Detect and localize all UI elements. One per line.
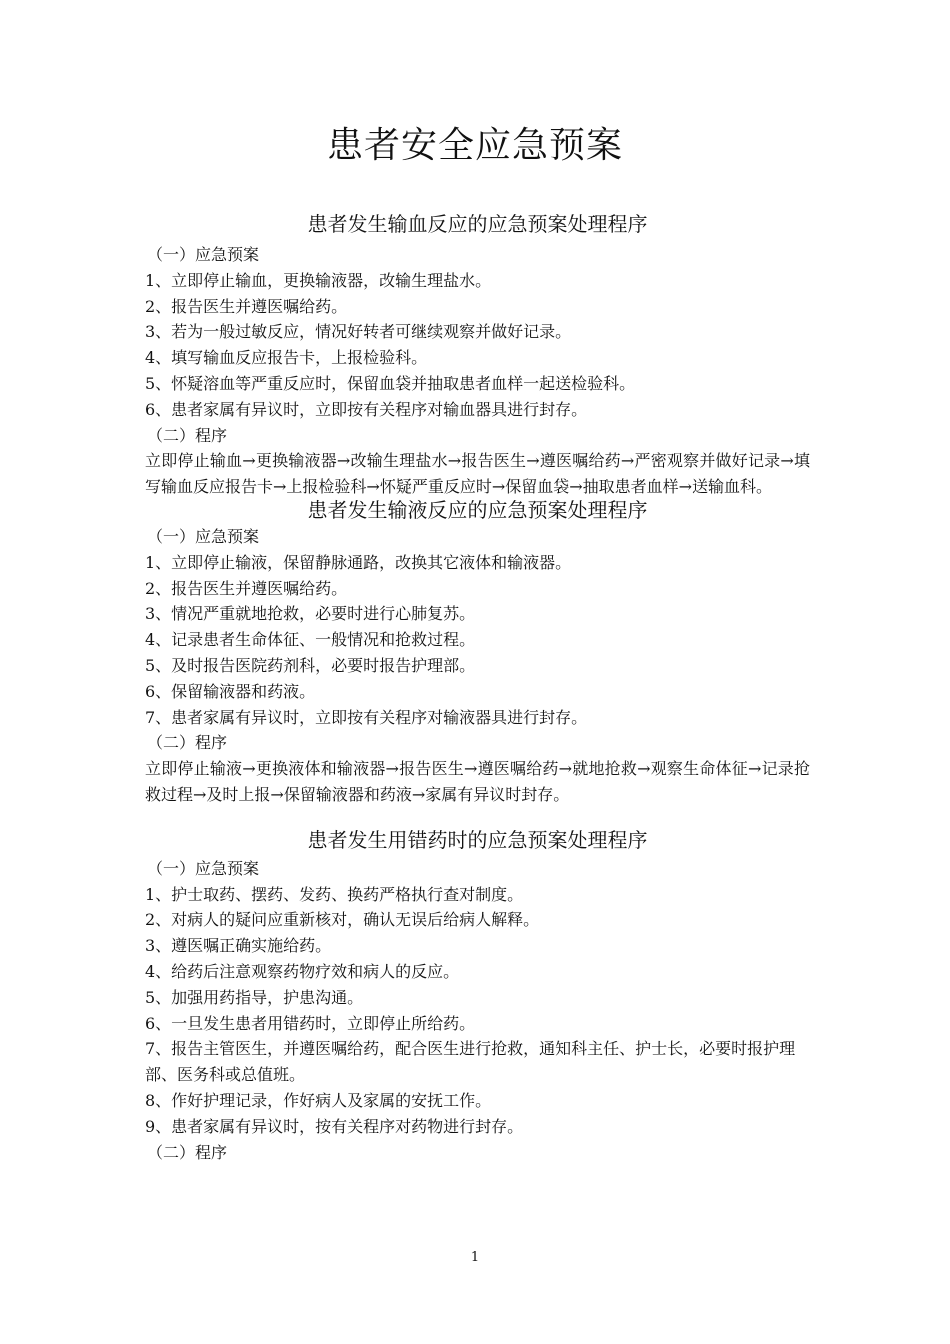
plan-item: 5、及时报告医院药剂科，必要时报告护理部。 xyxy=(145,655,476,675)
section-transfusion-reaction xyxy=(145,210,810,500)
plan-item: 9、患者家属有异议时，按有关程序对药物进行封存。 xyxy=(145,1116,524,1136)
procedure-heading: （二）程序 xyxy=(147,1142,228,1162)
procedure-heading: （二）程序 xyxy=(147,425,228,445)
page-number: 1 xyxy=(470,1250,480,1265)
plan-item: 2、报告医生并遵医嘱给药。 xyxy=(145,296,348,316)
procedure-flow: 立即停止输血→更换输液器→改输生理盐水→报告医生→遵医嘱给药→严密观察并做好记录→填写输血反应报告卡→上报检验科→怀疑严重反应时→保留血袋→抽取患者血样→送输血科。 xyxy=(145,451,810,497)
plan-item: 2、报告医生并遵医嘱给药。 xyxy=(145,578,348,598)
plan-item: 3、若为一般过敏反应，情况好转者可继续观察并做好记录。 xyxy=(145,322,572,342)
document-body xyxy=(145,210,810,1165)
plan-item: 4、填写输血反应报告卡，上报检验科。 xyxy=(145,348,428,368)
plan-item: 1、立即停止输血，更换输液器，改输生理盐水。 xyxy=(145,270,492,290)
procedure-heading: （二）程序 xyxy=(147,733,228,753)
plan-item: 4、给药后注意观察药物疗效和病人的反应。 xyxy=(145,961,460,981)
plan-heading: （一）应急预案 xyxy=(147,245,260,264)
plan-item: 5、加强用药指导，护患沟通。 xyxy=(145,987,364,1007)
section-title: 患者发生用错药时的应急预案处理程序 xyxy=(307,827,648,852)
section-title: 患者发生输血反应的应急预案处理程序 xyxy=(307,212,648,236)
section-wrong-medication xyxy=(145,826,810,1166)
plan-item: 2、对病人的疑问应重新核对，确认无误后给病人解释。 xyxy=(145,910,540,930)
plan-item: 1、护士取药、摆药、发药、换药严格执行查对制度。 xyxy=(145,884,524,904)
plan-heading: （一）应急预案 xyxy=(147,526,260,546)
plan-heading: （一）应急预案 xyxy=(147,858,260,878)
plan-item: 5、怀疑溶血等严重反应时，保留血袋并抽取患者血样一起送检验科。 xyxy=(145,373,636,393)
plan-item: 6、一旦发生患者用错药时，立即停止所给药。 xyxy=(145,1013,476,1033)
plan-item: 3、遵医嘱正确实施给药。 xyxy=(145,936,332,956)
plan-item: 8、作好护理记录，作好病人及家属的安抚工作。 xyxy=(145,1090,492,1110)
plan-item: 6、保留输液器和药液。 xyxy=(145,681,316,701)
plan-item: 7、患者家属有异议时，立即按有关程序对输液器具进行封存。 xyxy=(145,707,588,727)
plan-item: 7、报告主管医生，并遵医嘱给药，配合医生进行抢救，通知科主任、护士长，必要时报护理部、医务科或总值班。 xyxy=(145,1039,796,1085)
procedure-flow: 立即停止输液→更换液体和输液器→报告医生→遵医嘱给药→就地抢救→观察生命体征→记录抢救过程→及时上报→保留输液器和药液→家属有异议时封存。 xyxy=(145,759,810,804)
section-infusion-reaction xyxy=(145,496,810,808)
plan-item: 1、立即停止输液，保留静脉通路，改换其它液体和输液器。 xyxy=(145,552,572,572)
document-title: 患者安全应急预案 xyxy=(326,125,623,166)
plan-item: 4、记录患者生命体征、一般情况和抢救过程。 xyxy=(145,630,476,650)
section-title: 患者发生输液反应的应急预案处理程序 xyxy=(307,497,648,522)
plan-item: 6、患者家属有异议时，立即按有关程序对输血器具进行封存。 xyxy=(145,399,588,419)
plan-item: 3、情况严重就地抢救，必要时进行心肺复苏。 xyxy=(145,604,476,624)
